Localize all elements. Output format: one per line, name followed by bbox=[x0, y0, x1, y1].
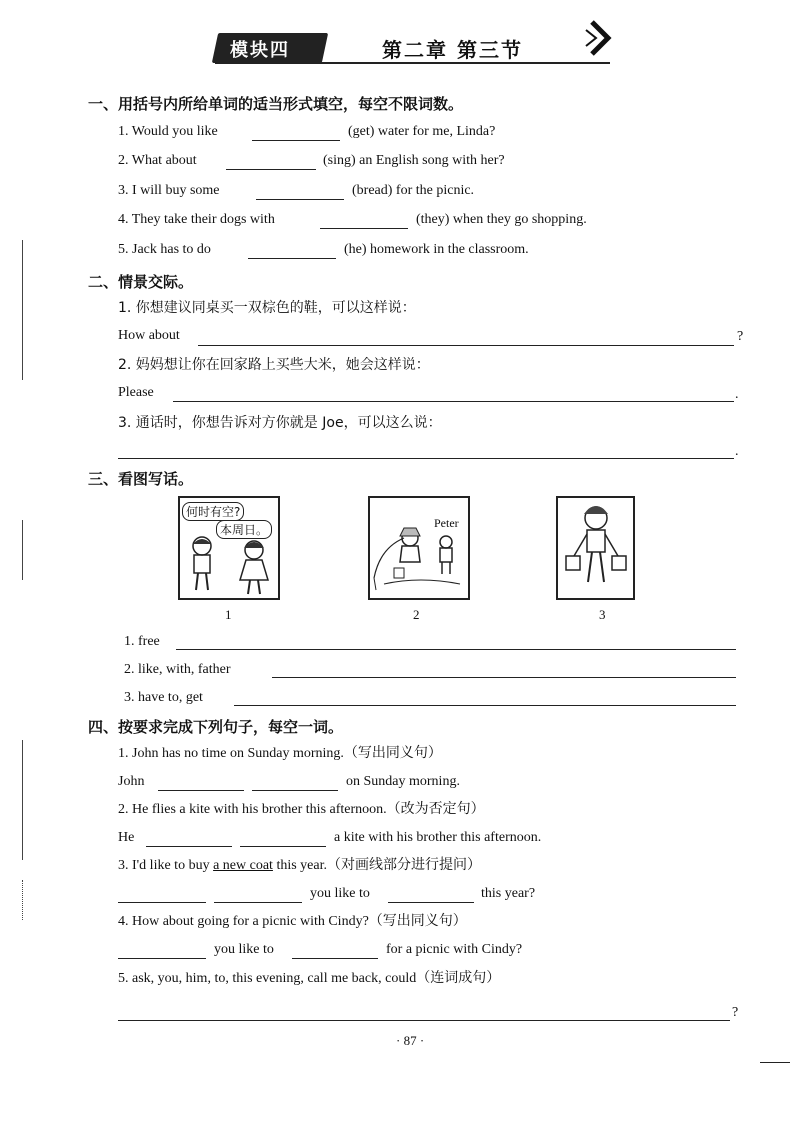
s2-q2: 2. 妈妈想让你在回家路上买些大米，她会这样说： bbox=[118, 357, 430, 373]
margin-line bbox=[22, 520, 23, 580]
s1-q2-post: (sing) an English song with her? bbox=[323, 153, 505, 168]
s4-q3-underlined: a new coat bbox=[213, 858, 273, 873]
s1-q5-blank[interactable] bbox=[248, 258, 336, 259]
s4-a5-end: ? bbox=[732, 1005, 739, 1020]
speech-bubble-1 bbox=[182, 502, 244, 521]
s4-q2: 2. He flies a kite with his brother this afternoon.（改为否定句） bbox=[118, 802, 485, 817]
s1-q4-pre: 4. They take their dogs with bbox=[118, 212, 275, 227]
footer-mark bbox=[760, 1062, 790, 1063]
picture-1 bbox=[178, 496, 280, 600]
s3-item2-blank[interactable] bbox=[272, 677, 736, 678]
s1-q1-pre: 1. Would you like bbox=[118, 124, 218, 139]
s4-q3-post: this year.（对画线部分进行提问） bbox=[276, 858, 481, 873]
section1-title: 一、用括号内所给单词的适当形式填空，每空不限词数。 bbox=[88, 95, 464, 113]
s3-item1: 1. free bbox=[124, 634, 160, 649]
margin-line bbox=[22, 240, 23, 380]
peter-label: Peter bbox=[434, 516, 459, 530]
s1-q2-blank[interactable] bbox=[226, 169, 316, 170]
section4-title: 四、按要求完成下列句子，每空一词。 bbox=[88, 718, 344, 736]
s4-a3-blank-3[interactable] bbox=[388, 902, 474, 903]
page-number: · 87 · bbox=[396, 1033, 425, 1048]
picture-3 bbox=[556, 496, 635, 600]
s1-q5-post: (he) homework in the classroom. bbox=[344, 242, 529, 257]
s2-a2-blank[interactable] bbox=[173, 401, 734, 402]
s2-a1-end: ? bbox=[737, 329, 744, 344]
s4-a1-start: John bbox=[118, 774, 145, 789]
s4-a2-start: He bbox=[118, 830, 135, 845]
s3-item2: 2. like, with, father bbox=[124, 662, 231, 677]
s4-a3-end: this year? bbox=[481, 886, 536, 901]
s4-q5: 5. ask, you, him, to, this evening, call me back, could（连词成句） bbox=[118, 971, 501, 986]
s1-q2-pre: 2. What about bbox=[118, 153, 197, 168]
s3-item1-blank[interactable] bbox=[176, 649, 736, 650]
module-badge-text: 模块四 bbox=[230, 40, 290, 61]
header-arrow-icon bbox=[582, 18, 618, 58]
s4-a2-end: a kite with his brother this afternoon. bbox=[334, 830, 542, 845]
s4-q1: 1. John has no time on Sunday morning.（写出同义句） bbox=[118, 746, 442, 761]
s1-q3-post: (bread) for the picnic. bbox=[352, 183, 475, 198]
section3-title: 三、看图写话。 bbox=[88, 470, 194, 488]
picture-2-caption: 2 bbox=[413, 607, 420, 622]
s2-q1: 1. 你想建议同桌买一双棕色的鞋，可以这样说： bbox=[118, 300, 416, 316]
s3-item3-blank[interactable] bbox=[234, 705, 736, 706]
fishing-illustration bbox=[370, 518, 468, 598]
s1-q4-blank[interactable] bbox=[320, 228, 408, 229]
s4-a2-blank-1[interactable] bbox=[146, 846, 232, 847]
boy-and-girl-illustration bbox=[180, 534, 278, 598]
picture-1-caption: 1 bbox=[225, 607, 232, 622]
s4-a3-blank-2[interactable] bbox=[214, 902, 302, 903]
bubble-text-2: 本周日。 bbox=[220, 523, 269, 537]
bubble-text-1: 何时有空? bbox=[186, 505, 241, 519]
s2-a1-blank[interactable] bbox=[198, 345, 734, 346]
s4-q3-pre: 3. I'd like to buy bbox=[118, 858, 210, 873]
s4-a3-blank-1[interactable] bbox=[118, 902, 206, 903]
s4-a1-blank-1[interactable] bbox=[158, 790, 244, 791]
s4-q3 bbox=[118, 857, 481, 875]
margin-line bbox=[22, 740, 23, 860]
s2-a2-start: Please bbox=[118, 385, 154, 400]
s4-a4-blank-2[interactable] bbox=[292, 958, 378, 959]
s1-q5-pre: 5. Jack has to do bbox=[118, 242, 211, 257]
s2-a2-end: . bbox=[735, 387, 739, 402]
s4-a4-mid: you like to bbox=[214, 942, 274, 957]
s1-q4-post: (they) when they go shopping. bbox=[416, 212, 587, 227]
s4-a1-end: on Sunday morning. bbox=[346, 774, 460, 789]
section2-title: 二、情景交际。 bbox=[88, 273, 194, 291]
s1-q1-blank[interactable] bbox=[252, 140, 340, 141]
picture-3-caption: 3 bbox=[599, 607, 606, 622]
s4-a5-blank[interactable] bbox=[118, 1020, 730, 1021]
s1-q1-post: (get) water for me, Linda? bbox=[348, 124, 496, 139]
s4-a1-blank-2[interactable] bbox=[252, 790, 338, 791]
s2-q3: 3. 通话时，你想告诉对方你就是 Joe，可以这么说： bbox=[118, 415, 442, 431]
boy-carrying-buckets-illustration bbox=[558, 498, 633, 598]
s3-item3: 3. have to, get bbox=[124, 690, 203, 705]
picture-2 bbox=[368, 496, 470, 600]
s2-a1-start: How about bbox=[118, 328, 180, 343]
s4-a2-blank-2[interactable] bbox=[240, 846, 326, 847]
s1-q3-blank[interactable] bbox=[256, 199, 344, 200]
margin-line bbox=[22, 880, 23, 920]
s4-a4-end: for a picnic with Cindy? bbox=[386, 942, 523, 957]
s2-a3-blank[interactable] bbox=[118, 458, 734, 459]
header-rule bbox=[215, 62, 610, 64]
s4-q4: 4. How about going for a picnic with Cindy?（写出同义句） bbox=[118, 914, 467, 929]
s4-a4-blank-1[interactable] bbox=[118, 958, 206, 959]
s4-a3-mid: you like to bbox=[310, 886, 370, 901]
chapter-title: 第二章 第三节 bbox=[382, 38, 523, 62]
s1-q3-pre: 3. I will buy some bbox=[118, 183, 220, 198]
s2-a3-end: . bbox=[735, 444, 739, 459]
